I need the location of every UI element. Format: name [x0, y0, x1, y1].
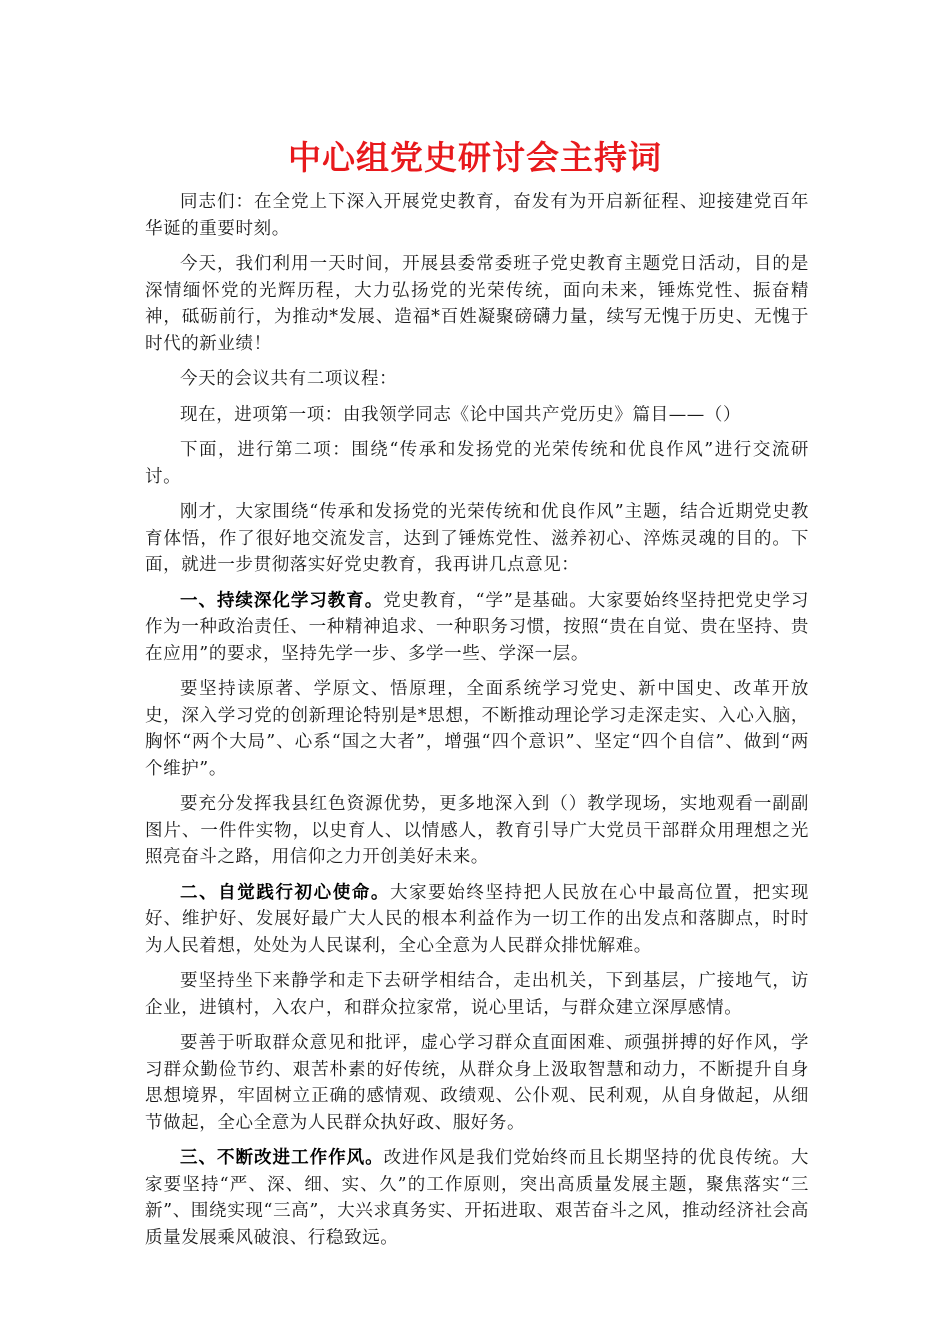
section-heading: 二、自觉践行初心使命。 — [180, 882, 390, 903]
paragraph — [145, 676, 809, 782]
paragraph — [145, 366, 809, 393]
paragraph-text: 大家要始终坚持把人民放在心中最高位置，把实现好、维护好、发展好最广大人民的根本利益作为一切工作的出发点和落脚点，时时为人民着想，处处为人民谋利，全心全意为人民群众排忧解难。 — [145, 882, 809, 956]
section-paragraph — [145, 880, 809, 960]
paragraph — [145, 1030, 809, 1136]
section-heading: 三、不断改进工作作风。 — [180, 1148, 384, 1168]
paragraph — [145, 251, 809, 357]
paragraph-text: 今天，我们利用一天时间，开展县委常委班子党史教育主题党日活动，目的是深情缅怀党的光辉历程，大力弘扬党的光荣传统，面向未来，锤炼党性、振奋精神，砥砺前行，为推动*发展、造福*百姓凝聚磅礴力量，续写无愧于历史、无愧于时代的新业绩！ — [145, 254, 809, 354]
paragraph — [145, 437, 809, 490]
paragraph-text: 要充分发挥我县红色资源优势，更多地深入到（）教学现场，实地观看一副副图片、一件件实物，以史育人、以情感人，教育引导广大党员干部群众用理想之光照亮奋斗之路，用信仰之力开创美好未来。 — [145, 794, 809, 867]
paragraph — [145, 791, 809, 871]
paragraph — [145, 189, 809, 242]
paragraph — [145, 402, 809, 429]
paragraph-text: 党史教育，“学”是基础。大家要始终坚持把党史学习作为一种政治责任、一种精神追求、一种职务习惯，按照“贵在自觉、贵在坚持、贵在应用”的要求，坚持先学一步、多学一些、学深一层。 — [145, 590, 809, 664]
paragraph — [145, 499, 809, 579]
section-heading: 一、持续深化学习教育。 — [180, 590, 384, 611]
paragraph-text: 现在，进项第一项：由我领学同志《论中国共产党历史》篇目——（） — [180, 404, 742, 425]
paragraph-text: 要坚持坐下来静学和走下去研学相结合，走出机关，下到基层，广接地气，访企业，进镇村，入农户，和群众拉家常，说心里话，与群众建立深厚感情。 — [145, 971, 809, 1018]
paragraph-text: 下面，进行第二项：围绕“传承和发扬党的光荣传统和优良作风”进行交流研讨。 — [145, 440, 809, 487]
document-body — [145, 189, 809, 1260]
paragraph-text: 改进作风是我们党始终而且长期坚持的优良传统。大家要坚持“严、深、细、实、久”的工作原则，突出高质量发展主题，聚焦落实“三新”、围绕实现“三高”，大兴求真务实、开拓进取、艰苦奋斗之风，推动经济社会高质量发展乘风破浪、行稳致远。 — [145, 1148, 809, 1248]
section-paragraph — [145, 1145, 809, 1251]
paragraph — [145, 968, 809, 1021]
section-paragraph — [145, 588, 809, 668]
paragraph-text: 要坚持读原著、学原文、悟原理，全面系统学习党史、新中国史、改革开放史，深入学习党的创新理论特别是*思想，不断推动理论学习走深走实、入心入脑，胸怀“两个大局”、心系“国之大者”，增强“四个意识”、坚定“四个自信”、做到“两个维护”。 — [145, 679, 809, 779]
paragraph-text: 今天的会议共有二项议程： — [180, 369, 398, 389]
paragraph-text: 要善于听取群众意见和批评，虚心学习群众直面困难、顽强拼搏的好作风，学习群众勤俭节约、艰苦朴素的好传统，从群众身上汲取智慧和动力，不断提升自身思想境界，牢固树立正确的感情观、政绩观、公仆观、民利观，从自身做起，从细节做起，全心全意为人民群众执好政、服好务。 — [145, 1033, 809, 1133]
paragraph-text: 同志们：在全党上下深入开展党史教育，奋发有为开启新征程、迎接建党百年华诞的重要时刻。 — [145, 192, 809, 239]
document-title: 中心组党史研讨会主持词 — [288, 138, 662, 177]
paragraph-text: 刚才，大家围绕“传承和发扬党的光荣传统和优良作风”主题，结合近期党史教育体悟，作了很好地交流发言，达到了锤炼党性、滋养初心、淬炼灵魂的目的。下面，就进一步贯彻落实好党史教育，我再讲几点意见： — [145, 502, 809, 575]
